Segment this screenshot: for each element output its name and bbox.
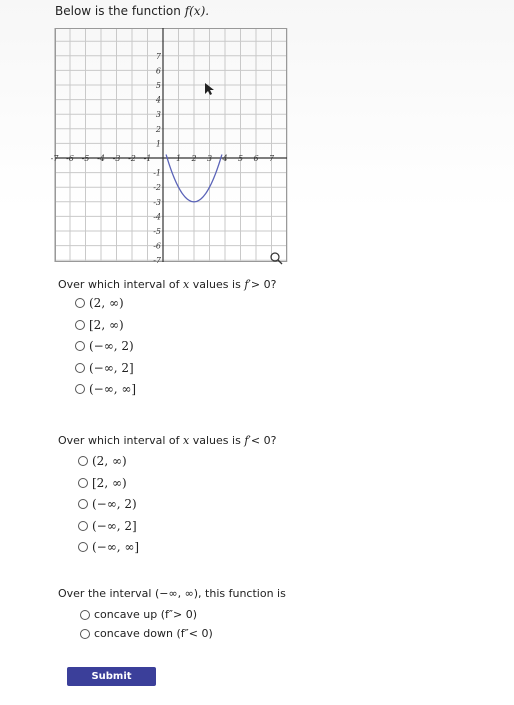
option-label: concave up (f″> 0)	[94, 608, 198, 621]
radio-button[interactable]	[78, 478, 88, 488]
radio-button[interactable]	[75, 384, 85, 394]
radio-button[interactable]	[78, 542, 88, 552]
option-label: (−∞, ∞]	[92, 540, 140, 554]
x-tick-label: 4	[222, 154, 228, 163]
option-label: [2, ∞)	[92, 475, 127, 490]
option-label: (−∞, 2)	[92, 497, 137, 511]
question-2-option[interactable]	[78, 540, 139, 554]
radio-button[interactable]	[75, 298, 85, 308]
radio-button[interactable]	[78, 499, 88, 509]
radio-button[interactable]	[78, 456, 88, 466]
title-function: f(x).	[184, 4, 210, 18]
y-tick-label: 3	[155, 110, 161, 120]
x-tick-label: 1	[175, 154, 182, 163]
question-2-option[interactable]	[78, 497, 137, 511]
x-tick-label: -2	[128, 154, 136, 163]
radio-button[interactable]	[75, 363, 85, 373]
x-tick-label: -6	[66, 154, 74, 163]
page-title	[55, 4, 209, 18]
x-tick-label: -1	[143, 154, 152, 163]
y-tick-label: 1	[155, 139, 161, 149]
y-tick-label: -5	[153, 227, 161, 236]
submit-question-button[interactable]: Submit Question	[67, 667, 156, 686]
question-3-option[interactable]	[80, 608, 197, 621]
option-label: (−∞, 2]	[92, 518, 137, 533]
question-2-prompt: Over which interval of x values is f′< 0?	[58, 434, 277, 447]
y-tick-label: -6	[153, 241, 161, 251]
question-1-prompt: Over which interval of x values is f′> 0?	[58, 278, 277, 291]
x-tick-label: 6	[253, 154, 259, 163]
question-1-option[interactable]	[75, 339, 134, 353]
question-2-option[interactable]	[78, 519, 137, 533]
x-tick-label: -5	[81, 154, 90, 163]
option-label: concave down (f″< 0)	[94, 627, 213, 640]
question-1-option[interactable]	[75, 296, 124, 310]
question-2-option[interactable]	[78, 476, 127, 490]
x-tick-label: 2	[191, 154, 197, 163]
option-label: (−∞, 2]	[89, 360, 134, 375]
option-label: (2, ∞)	[92, 454, 127, 468]
x-tick-label: 3	[206, 154, 213, 163]
x-tick-label: -7	[50, 154, 59, 163]
radio-button[interactable]	[80, 629, 90, 639]
question-3-prompt: Over the interval (−∞, ∞), this function is	[58, 587, 286, 600]
option-label: (2, ∞)	[89, 296, 124, 310]
question-1-option[interactable]	[75, 361, 134, 375]
x-tick-label: 7	[268, 154, 275, 163]
x-tick-label: 5	[237, 154, 244, 163]
y-tick-label: -1	[153, 168, 161, 178]
y-tick-label: 5	[155, 81, 161, 90]
question-1-option[interactable]	[75, 318, 124, 332]
y-tick-label: -2	[153, 183, 161, 193]
radio-button[interactable]	[75, 320, 85, 330]
y-tick-label: 6	[155, 66, 161, 76]
title-text: Below is the function	[55, 4, 181, 18]
radio-button[interactable]	[78, 521, 88, 531]
graph-border	[56, 29, 287, 262]
y-tick-label: 7	[155, 51, 161, 61]
radio-button[interactable]	[75, 341, 85, 351]
y-tick-label: -7	[153, 256, 161, 266]
option-label: (−∞, ∞]	[89, 382, 137, 396]
function-graph[interactable]	[50, 28, 287, 266]
magnifier-icon	[271, 253, 282, 264]
y-tick-label: 4	[155, 95, 161, 105]
graph-grid	[55, 28, 288, 262]
graph-axes	[55, 28, 287, 262]
option-label: [2, ∞)	[89, 317, 124, 332]
option-label: (−∞, 2)	[89, 339, 134, 353]
y-tick-label: -4	[153, 212, 161, 222]
radio-button[interactable]	[80, 610, 90, 620]
y-tick-label: -3	[153, 197, 161, 207]
question-3-option[interactable]	[80, 627, 213, 640]
y-tick-label: 2	[155, 124, 161, 134]
question-2-option[interactable]	[78, 454, 127, 468]
question-1-option[interactable]	[75, 382, 136, 396]
x-tick-label: -3	[112, 154, 121, 163]
x-tick-label: -4	[97, 154, 105, 163]
